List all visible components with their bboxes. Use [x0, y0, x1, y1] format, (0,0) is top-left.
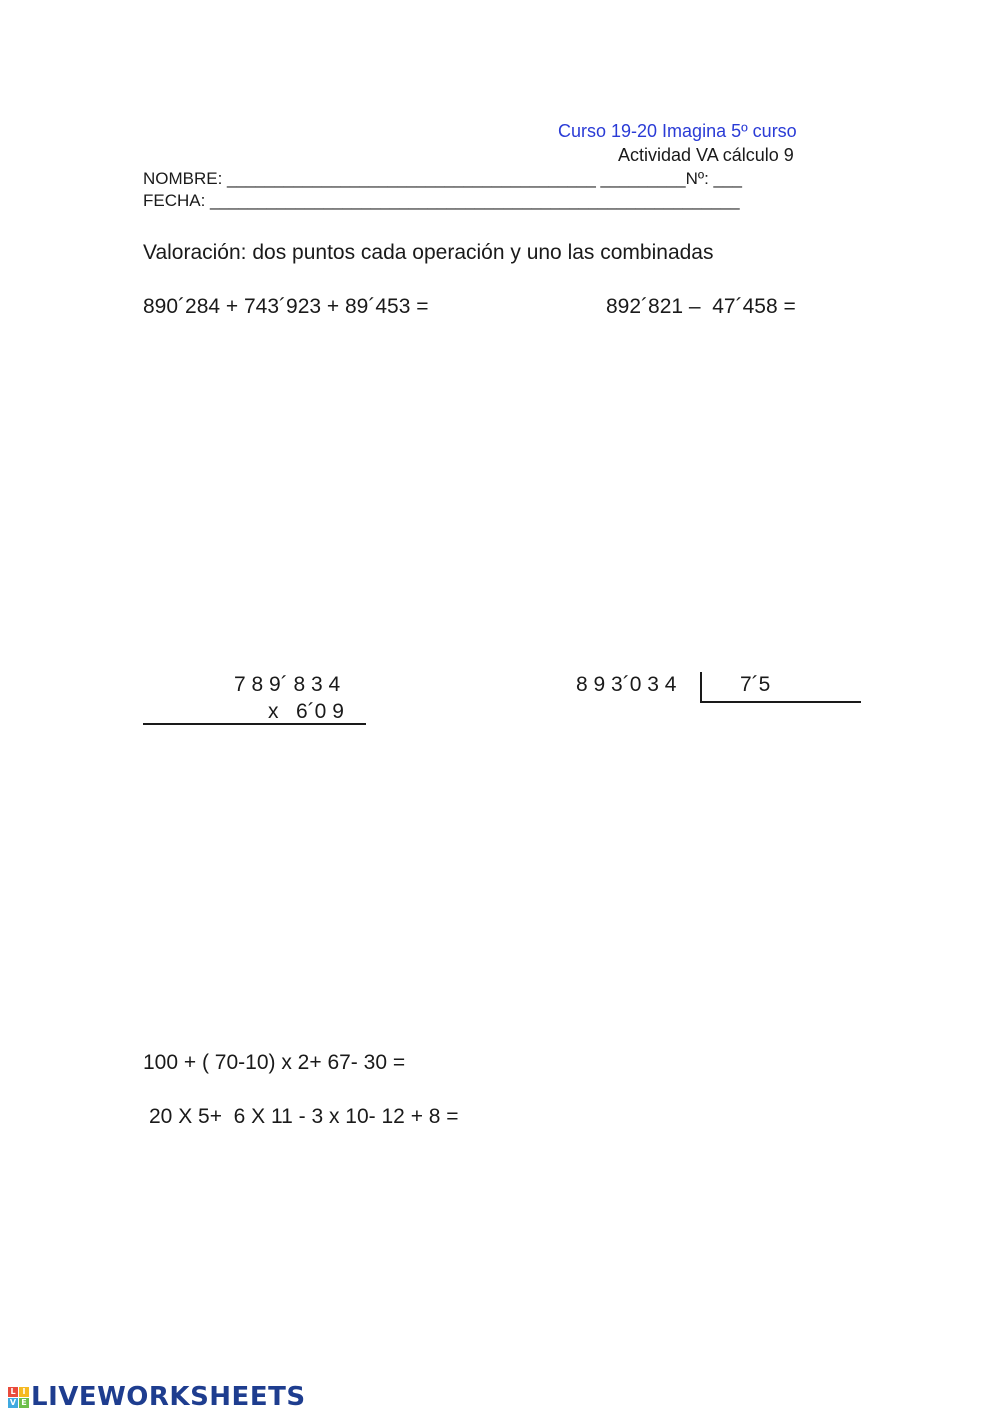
subtraction-problem: 892´821 – 47´458 = [606, 295, 796, 318]
logo-letter-l: L [8, 1387, 18, 1397]
logo-icon [8, 1387, 29, 1408]
division-bracket-vertical [700, 672, 702, 703]
logo-letter-v: V [9, 1397, 17, 1407]
name-field-line: NOMBRE: _______________________________________ _________Nº: ___ [143, 169, 742, 188]
liveworksheets-logo[interactable] [8, 1382, 306, 1412]
divisor: 7´5 [740, 673, 771, 696]
logo-letter-i: I [19, 1387, 29, 1397]
addition-problem: 890´284 + 743´923 + 89´453 = [143, 295, 429, 318]
multiplicand: 7 8 9´ 8 3 4 [234, 673, 341, 696]
grading-instructions: Valoración: dos puntos cada operación y uno las combinadas [143, 241, 714, 264]
combined-operation-2: 20 X 5+ 6 X 11 - 3 x 10- 12 + 8 = [149, 1105, 459, 1128]
multiplier: x 6´0 9 [268, 700, 344, 723]
dividend: 8 9 3´0 3 4 [576, 673, 677, 696]
date-field-line: FECHA: ________________________________________________________ [143, 191, 740, 210]
logo-letter-e: E [19, 1398, 29, 1408]
combined-operation-1: 100 + ( 70-10) x 2+ 67- 30 = [143, 1051, 406, 1074]
course-title: Curso 19-20 Imagina 5º curso [558, 121, 797, 141]
division-bracket-horizontal [700, 701, 861, 703]
logo-text: LIVEWORKSHEETS [31, 1382, 306, 1412]
activity-title: Actividad VA cálculo 9 [618, 145, 794, 165]
multiplication-rule [143, 723, 366, 725]
